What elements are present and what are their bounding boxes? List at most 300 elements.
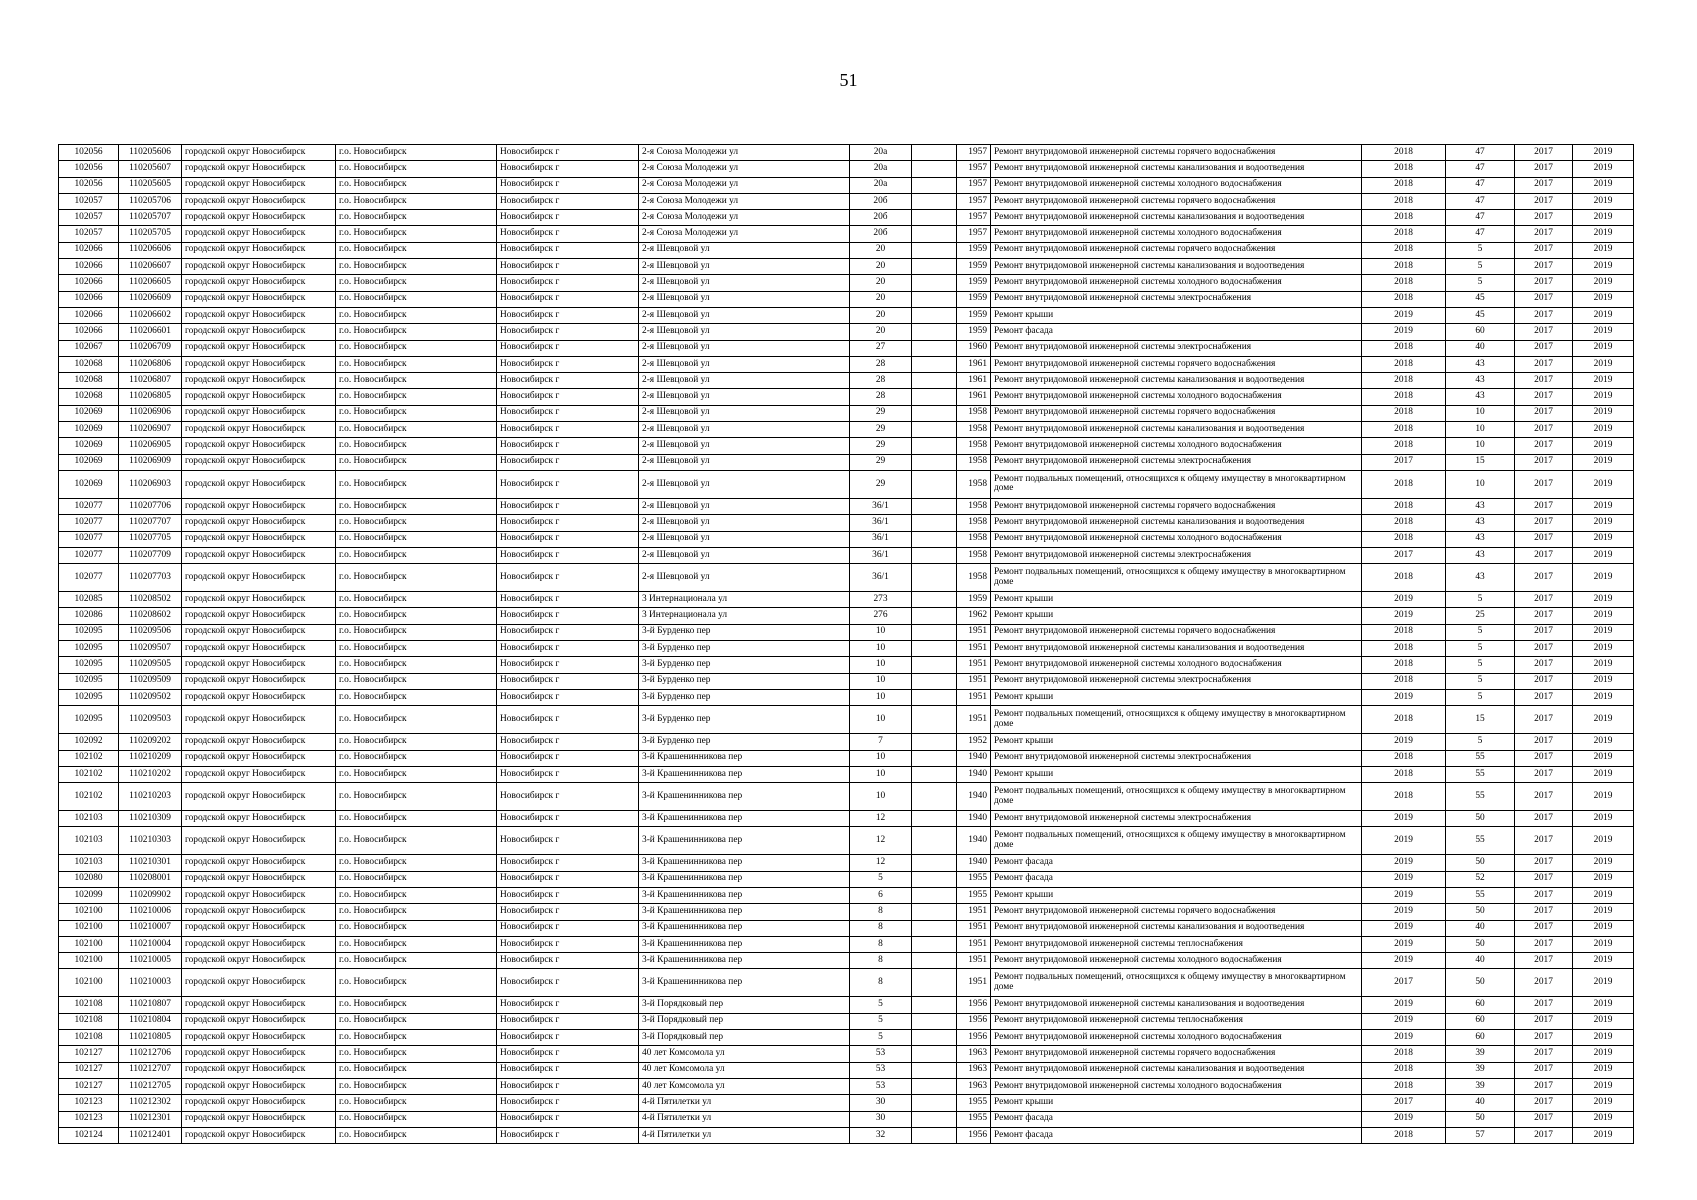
table-row [59,1095,1634,1111]
cell-year-built: 1940 [957,783,991,811]
cell-house-id: 102108 [59,1013,119,1029]
cell-municipal-district: г.о. Новосибирск [336,498,497,514]
cell-street: 4-й Пятилетки ул [639,1111,850,1127]
cell-locality: Новосибирск г [497,515,639,531]
cell-work-type: Ремонт внутридомовой инженерной системы канализования и водоотведения [991,1062,1362,1078]
cell-municipal-district: г.о. Новосибирск [336,145,497,161]
cell-street: 2-я Шевцовой ул [639,498,850,514]
cell-street: 2-я Шевцовой ул [639,547,850,563]
cell-municipality: городской округ Новосибирск [182,997,336,1013]
cell-work-type: Ремонт внутридомовой инженерной системы горячего водоснабжения [991,904,1362,920]
cell-work-id: 110210003 [119,969,182,997]
cell-street: 2-я Шевцовой ул [639,470,850,498]
cell-house-number: 32 [850,1127,912,1143]
table-row [59,887,1634,903]
cell-municipal-district: г.о. Новосибирск [336,226,497,242]
cell-municipality: городской округ Новосибирск [182,470,336,498]
cell-end-year: 2019 [1573,608,1634,624]
cell-work-id: 110209902 [119,887,182,903]
cell-start-year: 2017 [1515,657,1573,673]
cell-start-year: 2017 [1515,855,1573,871]
cell-house-id: 102056 [59,161,119,177]
cell-street: 3 Интернационала ул [639,592,850,608]
cell-start-year: 2017 [1515,936,1573,952]
cell-municipality: городской округ Новосибирск [182,291,336,307]
cell-house-id: 102069 [59,438,119,454]
cell-wear-percent: 15 [1446,706,1515,734]
cell-locality: Новосибирск г [497,498,639,514]
cell-start-year: 2017 [1515,470,1573,498]
cell-year-built: 1951 [957,969,991,997]
cell-year-built: 1955 [957,1111,991,1127]
cell-municipal-district: г.о. Новосибирск [336,624,497,640]
cell-year-built: 1963 [957,1078,991,1094]
cell-building [912,1030,957,1046]
cell-municipal-district: г.о. Новосибирск [336,750,497,766]
cell-locality: Новосибирск г [497,734,639,750]
cell-work-id: 110210005 [119,953,182,969]
cell-locality: Новосибирск г [497,871,639,887]
cell-start-year: 2017 [1515,454,1573,470]
cell-plan-year: 2019 [1362,608,1446,624]
cell-plan-year: 2018 [1362,145,1446,161]
cell-locality: Новосибирск г [497,531,639,547]
cell-house-id: 102108 [59,997,119,1013]
cell-street: 3-й Бурденко пер [639,734,850,750]
cell-municipality: городской округ Новосибирск [182,307,336,323]
cell-work-type: Ремонт внутридомовой инженерной системы теплоснабжения [991,1013,1362,1029]
cell-work-id: 110205706 [119,193,182,209]
cell-municipal-district: г.о. Новосибирск [336,904,497,920]
cell-building [912,470,957,498]
cell-start-year: 2017 [1515,564,1573,592]
cell-municipal-district: г.о. Новосибирск [336,324,497,340]
cell-municipality: городской округ Новосибирск [182,827,336,855]
cell-end-year: 2019 [1573,706,1634,734]
cell-work-type: Ремонт фасада [991,1111,1362,1127]
cell-municipal-district: г.о. Новосибирск [336,783,497,811]
cell-year-built: 1955 [957,1095,991,1111]
table-row [59,1078,1634,1094]
cell-year-built: 1959 [957,592,991,608]
cell-work-id: 110208001 [119,871,182,887]
cell-building [912,1062,957,1078]
cell-municipality: городской округ Новосибирск [182,608,336,624]
cell-municipal-district: г.о. Новосибирск [336,1095,497,1111]
cell-start-year: 2017 [1515,405,1573,421]
cell-municipality: городской округ Новосибирск [182,706,336,734]
cell-building [912,920,957,936]
cell-building [912,498,957,514]
cell-plan-year: 2019 [1362,1030,1446,1046]
cell-work-id: 110207706 [119,498,182,514]
cell-start-year: 2017 [1515,242,1573,258]
cell-municipal-district: г.о. Новосибирск [336,936,497,952]
cell-building [912,193,957,209]
cell-start-year: 2017 [1515,1111,1573,1127]
cell-wear-percent: 40 [1446,953,1515,969]
cell-house-number: 10 [850,657,912,673]
cell-house-id: 102127 [59,1062,119,1078]
cell-locality: Новосибирск г [497,783,639,811]
cell-year-built: 1940 [957,827,991,855]
cell-start-year: 2017 [1515,871,1573,887]
cell-municipality: городской округ Новосибирск [182,454,336,470]
cell-house-id: 102102 [59,783,119,811]
table-row [59,531,1634,547]
cell-municipal-district: г.о. Новосибирск [336,1111,497,1127]
cell-building [912,734,957,750]
cell-municipality: городской округ Новосибирск [182,871,336,887]
cell-house-number: 10 [850,706,912,734]
cell-wear-percent: 5 [1446,673,1515,689]
cell-wear-percent: 5 [1446,624,1515,640]
cell-year-built: 1956 [957,1030,991,1046]
cell-house-number: 20 [850,307,912,323]
table-row [59,689,1634,705]
cell-locality: Новосибирск г [497,1095,639,1111]
cell-locality: Новосибирск г [497,226,639,242]
cell-municipal-district: г.о. Новосибирск [336,210,497,226]
cell-house-id: 102095 [59,657,119,673]
cell-street: 3-й Крашенинникова пер [639,871,850,887]
cell-municipality: городской округ Новосибирск [182,1111,336,1127]
cell-house-id: 102066 [59,242,119,258]
cell-house-number: 27 [850,340,912,356]
cell-start-year: 2017 [1515,210,1573,226]
cell-street: 2-я Союза Молодежи ул [639,226,850,242]
cell-building [912,997,957,1013]
cell-municipal-district: г.о. Новосибирск [336,997,497,1013]
cell-end-year: 2019 [1573,953,1634,969]
cell-municipality: городской округ Новосибирск [182,657,336,673]
cell-street: 2-я Шевцовой ул [639,373,850,389]
cell-year-built: 1940 [957,766,991,782]
cell-wear-percent: 50 [1446,904,1515,920]
cell-house-id: 102066 [59,275,119,291]
cell-plan-year: 2018 [1362,531,1446,547]
cell-wear-percent: 60 [1446,997,1515,1013]
cell-building [912,1013,957,1029]
cell-municipality: городской округ Новосибирск [182,389,336,405]
cell-municipality: городской округ Новосибирск [182,1095,336,1111]
cell-wear-percent: 43 [1446,373,1515,389]
cell-house-number: 12 [850,811,912,827]
cell-house-id: 102092 [59,734,119,750]
cell-plan-year: 2017 [1362,454,1446,470]
cell-end-year: 2019 [1573,641,1634,657]
cell-wear-percent: 43 [1446,356,1515,372]
table-row [59,608,1634,624]
cell-municipal-district: г.о. Новосибирск [336,657,497,673]
cell-work-type: Ремонт подвальных помещений, относящихся к общему имуществу в многоквартирном доме [991,564,1362,592]
cell-work-type: Ремонт внутридомовой инженерной системы электроснабжения [991,750,1362,766]
cell-street: 2-я Шевцовой ул [639,356,850,372]
cell-house-number: 36/1 [850,547,912,563]
cell-street: 3-й Крашенинникова пер [639,750,850,766]
cell-start-year: 2017 [1515,422,1573,438]
cell-work-id: 110210805 [119,1030,182,1046]
cell-work-id: 110206605 [119,275,182,291]
cell-building [912,405,957,421]
table-row [59,706,1634,734]
cell-work-id: 110210007 [119,920,182,936]
cell-start-year: 2017 [1515,145,1573,161]
cell-year-built: 1957 [957,226,991,242]
cell-plan-year: 2018 [1362,624,1446,640]
cell-municipal-district: г.о. Новосибирск [336,920,497,936]
cell-building [912,827,957,855]
cell-wear-percent: 50 [1446,811,1515,827]
cell-house-id: 102102 [59,750,119,766]
cell-work-id: 110210209 [119,750,182,766]
cell-building [912,1046,957,1062]
cell-work-type: Ремонт внутридомовой инженерной системы горячего водоснабжения [991,498,1362,514]
cell-municipality: городской округ Новосибирск [182,226,336,242]
cell-locality: Новосибирск г [497,904,639,920]
cell-house-number: 8 [850,920,912,936]
cell-house-id: 102124 [59,1127,119,1143]
cell-house-number: 10 [850,750,912,766]
cell-house-number: 53 [850,1046,912,1062]
cell-municipal-district: г.о. Новосибирск [336,470,497,498]
cell-plan-year: 2019 [1362,887,1446,903]
cell-street: 40 лет Комсомола ул [639,1062,850,1078]
cell-plan-year: 2019 [1362,1111,1446,1127]
cell-work-id: 110206905 [119,438,182,454]
cell-municipality: городской округ Новосибирск [182,783,336,811]
cell-end-year: 2019 [1573,422,1634,438]
cell-municipal-district: г.о. Новосибирск [336,454,497,470]
cell-locality: Новосибирск г [497,438,639,454]
cell-plan-year: 2018 [1362,706,1446,734]
cell-municipality: городской округ Новосибирск [182,1062,336,1078]
cell-end-year: 2019 [1573,871,1634,887]
cell-start-year: 2017 [1515,498,1573,514]
cell-house-id: 102095 [59,689,119,705]
cell-street: 3 Интернационала ул [639,608,850,624]
cell-municipal-district: г.о. Новосибирск [336,161,497,177]
cell-plan-year: 2018 [1362,1062,1446,1078]
cell-municipal-district: г.о. Новосибирск [336,547,497,563]
cell-municipality: городской округ Новосибирск [182,259,336,275]
cell-house-number: 276 [850,608,912,624]
table-row [59,373,1634,389]
cell-end-year: 2019 [1573,904,1634,920]
cell-plan-year: 2019 [1362,997,1446,1013]
cell-end-year: 2019 [1573,356,1634,372]
cell-street: 3-й Бурденко пер [639,641,850,657]
cell-building [912,969,957,997]
cell-house-number: 20а [850,161,912,177]
cell-work-id: 110210006 [119,904,182,920]
cell-plan-year: 2019 [1362,1013,1446,1029]
table-row [59,673,1634,689]
cell-street: 2-я Союза Молодежи ул [639,193,850,209]
cell-house-number: 10 [850,766,912,782]
cell-wear-percent: 5 [1446,689,1515,705]
cell-house-number: 12 [850,855,912,871]
repair-schedule-table [58,144,1634,1144]
cell-municipality: городской округ Новосибирск [182,498,336,514]
cell-year-built: 1958 [957,515,991,531]
cell-wear-percent: 5 [1446,641,1515,657]
cell-locality: Новосибирск г [497,657,639,673]
cell-municipal-district: г.о. Новосибирск [336,340,497,356]
cell-building [912,356,957,372]
cell-end-year: 2019 [1573,291,1634,307]
cell-start-year: 2017 [1515,1078,1573,1094]
cell-building [912,855,957,871]
cell-street: 2-я Шевцовой ул [639,242,850,258]
cell-municipal-district: г.о. Новосибирск [336,1078,497,1094]
cell-locality: Новосибирск г [497,592,639,608]
cell-street: 3-й Бурденко пер [639,706,850,734]
cell-year-built: 1956 [957,1013,991,1029]
cell-end-year: 2019 [1573,373,1634,389]
cell-plan-year: 2019 [1362,855,1446,871]
cell-wear-percent: 47 [1446,226,1515,242]
cell-house-number: 29 [850,422,912,438]
cell-year-built: 1957 [957,210,991,226]
table-row [59,766,1634,782]
cell-work-type: Ремонт крыши [991,734,1362,750]
cell-work-type: Ремонт внутридомовой инженерной системы электроснабжения [991,454,1362,470]
cell-street: 2-я Шевцовой ул [639,422,850,438]
cell-house-number: 10 [850,624,912,640]
cell-locality: Новосибирск г [497,210,639,226]
cell-wear-percent: 43 [1446,515,1515,531]
cell-locality: Новосибирск г [497,811,639,827]
cell-municipality: городской округ Новосибирск [182,531,336,547]
table-row [59,953,1634,969]
cell-work-id: 110212401 [119,1127,182,1143]
cell-work-type: Ремонт внутридомовой инженерной системы холодного водоснабжения [991,275,1362,291]
cell-wear-percent: 55 [1446,750,1515,766]
cell-house-id: 102127 [59,1046,119,1062]
cell-municipal-district: г.о. Новосибирск [336,515,497,531]
cell-municipal-district: г.о. Новосибирск [336,969,497,997]
cell-work-id: 110212707 [119,1062,182,1078]
cell-street: 4-й Пятилетки ул [639,1095,850,1111]
cell-plan-year: 2019 [1362,307,1446,323]
cell-work-id: 110210309 [119,811,182,827]
cell-year-built: 1959 [957,291,991,307]
cell-locality: Новосибирск г [497,389,639,405]
cell-year-built: 1958 [957,454,991,470]
cell-start-year: 2017 [1515,1062,1573,1078]
cell-house-id: 102100 [59,936,119,952]
cell-end-year: 2019 [1573,161,1634,177]
cell-start-year: 2017 [1515,904,1573,920]
cell-building [912,422,957,438]
cell-start-year: 2017 [1515,750,1573,766]
cell-building [912,177,957,193]
cell-work-type: Ремонт подвальных помещений, относящихся к общему имуществу в многоквартирном доме [991,827,1362,855]
cell-work-type: Ремонт внутридомовой инженерной системы холодного водоснабжения [991,953,1362,969]
cell-start-year: 2017 [1515,997,1573,1013]
cell-street: 2-я Шевцовой ул [639,291,850,307]
cell-work-type: Ремонт крыши [991,887,1362,903]
cell-municipal-district: г.о. Новосибирск [336,689,497,705]
cell-wear-percent: 15 [1446,454,1515,470]
cell-year-built: 1940 [957,855,991,871]
cell-locality: Новосибирск г [497,1127,639,1143]
cell-plan-year: 2018 [1362,259,1446,275]
cell-municipality: городской округ Новосибирск [182,969,336,997]
cell-wear-percent: 47 [1446,210,1515,226]
cell-house-id: 102100 [59,920,119,936]
cell-start-year: 2017 [1515,734,1573,750]
cell-locality: Новосибирск г [497,405,639,421]
cell-municipality: городской округ Новосибирск [182,1030,336,1046]
cell-year-built: 1951 [957,657,991,673]
cell-work-id: 110207705 [119,531,182,547]
cell-end-year: 2019 [1573,811,1634,827]
table-row [59,871,1634,887]
cell-house-id: 102100 [59,953,119,969]
cell-municipality: городской округ Новосибирск [182,515,336,531]
table-body [59,145,1634,1144]
cell-municipal-district: г.о. Новосибирск [336,373,497,389]
cell-house-number: 273 [850,592,912,608]
cell-municipal-district: г.о. Новосибирск [336,193,497,209]
table-row [59,340,1634,356]
cell-start-year: 2017 [1515,673,1573,689]
cell-house-number: 5 [850,1030,912,1046]
cell-building [912,689,957,705]
cell-locality: Новосибирск г [497,324,639,340]
cell-municipality: городской округ Новосибирск [182,887,336,903]
cell-plan-year: 2018 [1362,1078,1446,1094]
cell-building [912,145,957,161]
cell-year-built: 1961 [957,389,991,405]
table-row [59,291,1634,307]
cell-house-number: 20 [850,324,912,340]
cell-house-id: 102067 [59,340,119,356]
table-row [59,1062,1634,1078]
table-row [59,827,1634,855]
cell-locality: Новосибирск г [497,177,639,193]
table-row [59,1013,1634,1029]
cell-start-year: 2017 [1515,706,1573,734]
cell-building [912,608,957,624]
cell-street: 3-й Крашенинникова пер [639,953,850,969]
cell-municipal-district: г.о. Новосибирск [336,438,497,454]
cell-house-id: 102068 [59,356,119,372]
cell-building [912,766,957,782]
cell-locality: Новосибирск г [497,1062,639,1078]
cell-house-number: 28 [850,356,912,372]
table-row [59,177,1634,193]
table-row [59,657,1634,673]
cell-house-number: 8 [850,969,912,997]
cell-building [912,161,957,177]
cell-end-year: 2019 [1573,1013,1634,1029]
cell-house-id: 102066 [59,259,119,275]
cell-work-type: Ремонт внутридомовой инженерной системы холодного водоснабжения [991,1030,1362,1046]
cell-municipal-district: г.о. Новосибирск [336,1046,497,1062]
cell-house-number: 20 [850,275,912,291]
cell-building [912,750,957,766]
cell-house-id: 102095 [59,673,119,689]
cell-work-id: 110207703 [119,564,182,592]
cell-municipality: городской округ Новосибирск [182,1013,336,1029]
cell-plan-year: 2019 [1362,592,1446,608]
cell-house-id: 102056 [59,145,119,161]
cell-building [912,307,957,323]
cell-work-type: Ремонт фасада [991,1127,1362,1143]
